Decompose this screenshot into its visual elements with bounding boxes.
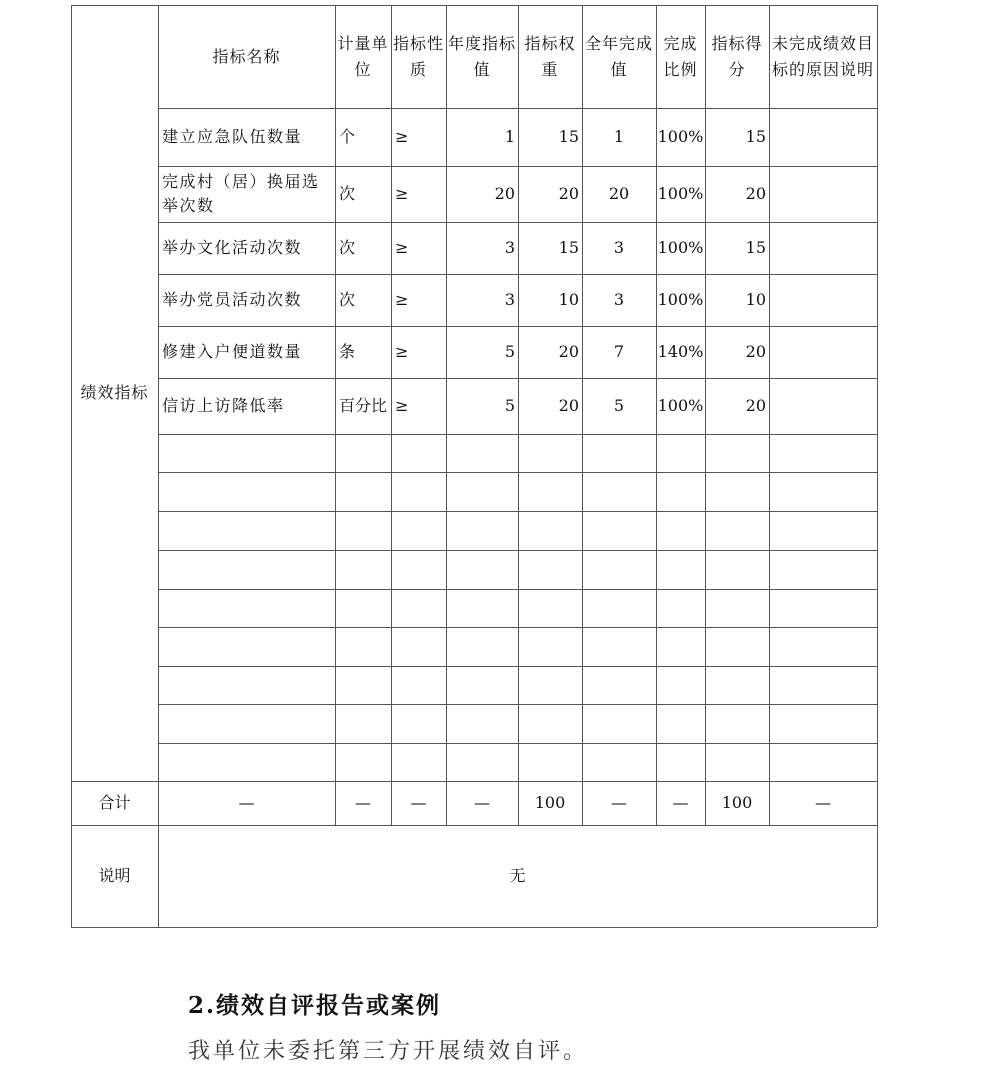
cell-actual: 7 [613, 342, 625, 361]
cell-nature: ≥ [395, 127, 409, 146]
header-actual: 全年完成值 [584, 33, 653, 79]
header-unit: 计量单位 [337, 33, 389, 79]
cell-nature: ≥ [395, 342, 409, 361]
cell-nature: ≥ [395, 290, 409, 309]
cell-target: 20 [494, 184, 515, 203]
table-vline [877, 5, 878, 927]
header-weight: 指标权重 [524, 33, 576, 79]
total-actual: — [611, 793, 627, 812]
cell-target: 5 [504, 396, 515, 415]
cell-actual: 1 [613, 127, 625, 146]
cell-nature: ≥ [395, 184, 409, 203]
cell-ratio: 140% [657, 342, 704, 361]
cell-unit: 次 [339, 238, 356, 257]
section-paragraph: 我单位未委托第三方开展绩效自评。 [188, 1039, 589, 1064]
cell-weight: 20 [558, 342, 579, 361]
cell-score: 20 [745, 342, 766, 361]
total-name: — [238, 793, 255, 812]
total-target: — [474, 793, 490, 812]
header-score: 指标得分 [711, 33, 763, 79]
cell-weight: 20 [558, 184, 579, 203]
cell-score: 10 [745, 290, 766, 309]
cell-ratio: 100% [657, 396, 704, 415]
cell-score: 20 [745, 184, 766, 203]
header-ratio: 完成比例 [663, 33, 698, 79]
cell-unit: 个 [339, 127, 356, 146]
cell-weight: 10 [558, 290, 579, 309]
cell-nature: ≥ [395, 238, 409, 257]
total-nature: — [410, 793, 427, 812]
table-hline [71, 927, 877, 928]
total-reason: — [815, 793, 831, 812]
note-value: 无 [509, 866, 526, 885]
header-name: 指标名称 [212, 46, 281, 66]
cell-reason [770, 378, 876, 434]
cell-name: 信访上访降低率 [162, 396, 285, 415]
cell-unit: 百分比 [339, 396, 388, 415]
cell-target: 1 [504, 127, 515, 146]
section-label: 绩效指标 [80, 383, 149, 402]
cell-ratio: 100% [657, 127, 704, 146]
total-ratio: — [672, 793, 689, 812]
cell-unit: 次 [339, 184, 356, 203]
cell-actual: 3 [613, 290, 625, 309]
cell-reason [770, 108, 876, 166]
cell-target: 5 [504, 342, 515, 361]
cell-reason [770, 274, 876, 326]
header-target: 年度指标值 [448, 33, 517, 79]
header-reason: 未完成绩效目标的原因说明 [771, 33, 874, 79]
cell-unit: 条 [339, 342, 356, 361]
cell-weight: 15 [558, 127, 579, 146]
cell-unit: 次 [339, 290, 356, 309]
cell-weight: 20 [558, 396, 579, 415]
cell-name: 举办党员活动次数 [162, 290, 303, 309]
cell-actual: 3 [613, 238, 625, 257]
note-label: 说明 [98, 866, 131, 885]
total-label: 合计 [98, 793, 131, 812]
cell-score: 15 [745, 238, 766, 257]
cell-reason [770, 326, 876, 378]
total-weight: 100 [534, 793, 566, 812]
cell-reason [770, 222, 876, 274]
cell-name: 建立应急队伍数量 [162, 127, 303, 146]
cell-ratio: 100% [657, 184, 704, 203]
total-score: 100 [721, 793, 753, 812]
cell-target: 3 [504, 290, 515, 309]
cell-name: 举办文化活动次数 [162, 238, 303, 257]
total-unit: — [355, 793, 371, 812]
cell-ratio: 100% [657, 238, 704, 257]
section-heading: 2.绩效自评报告或案例 [188, 992, 442, 1019]
cell-actual: 5 [613, 396, 625, 415]
cell-reason [770, 166, 876, 222]
cell-name: 修建入户便道数量 [162, 342, 303, 361]
cell-nature: ≥ [395, 396, 409, 415]
cell-name: 完成村（居）换届选举次数 [162, 172, 320, 215]
cell-score: 20 [745, 396, 766, 415]
cell-actual: 20 [608, 184, 630, 203]
cell-ratio: 100% [657, 290, 704, 309]
cell-score: 15 [745, 127, 766, 146]
cell-weight: 15 [558, 238, 579, 257]
header-nature: 指标性质 [393, 33, 445, 79]
cell-target: 3 [504, 238, 515, 257]
